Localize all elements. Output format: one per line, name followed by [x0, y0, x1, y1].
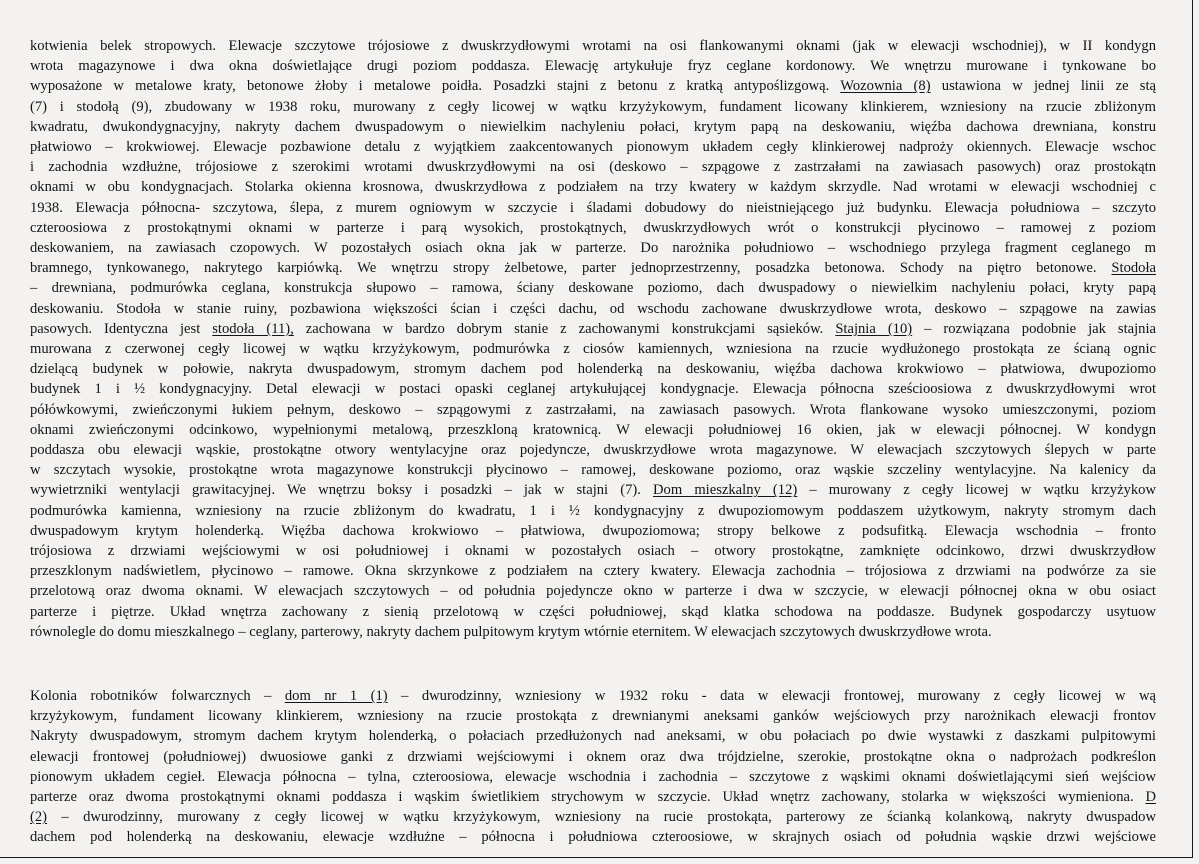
text-line: [30, 218, 1156, 238]
text-line: [30, 440, 1156, 460]
text-run: półówkowymi, zwieńczonymi łukiem pełnym, deskowo – szpągowymi z zastrzałami, na zawiasach pasowych. Wrota flankowane wysoko umieszczonymi, poziom: [30, 401, 1156, 418]
text-line: [30, 787, 1156, 807]
text-line: [30, 117, 1156, 137]
text-line: [30, 726, 1156, 746]
text-line: [30, 177, 1156, 197]
text-line: [30, 602, 1156, 622]
text-line: [30, 581, 1156, 601]
text-run: pasowych. Identyczna jest: [30, 320, 213, 337]
text-run: Kolonia robotników folwarcznych –: [30, 688, 285, 704]
text-line: [30, 379, 1156, 399]
text-line: [30, 198, 1156, 218]
text-line: [30, 807, 1156, 827]
underlined-heading: Dom mieszkalny (12): [653, 482, 798, 499]
text-run: deskowaniem, na zawiasach czopowych. W pozostałych osiach okna jak w parterze. Do narożnika południowo – wschodniego przylega fragment ceglanego m: [30, 240, 1156, 256]
text-line: [30, 686, 1156, 706]
text-line: [30, 238, 1156, 258]
underlined-heading: Stajnia (10): [835, 320, 913, 337]
text-line: [30, 622, 1156, 642]
text-line: [30, 420, 1156, 440]
text-run: – dwurodzinny, murowany z cegły licowej w wątku krzyżykowym, wzniesiony na rucie prostokąta, parterowy ze ścianką kolankową, nakryty dwuspadow: [47, 809, 1156, 826]
underlined-heading: (2): [30, 809, 48, 826]
text-line: [30, 400, 1156, 420]
text-line: [30, 137, 1156, 157]
text-run: murowana z czerwonej cegły licowej w wątku krzyżykowym, podmurówka z ciosów kamiennych, wzniesiona na rzucie wydłużonego prostokąta ze ścianą ognic: [30, 341, 1156, 357]
underlined-heading: Wozownia (8): [840, 78, 931, 95]
text-run: oknami zwieńczonymi odcinkowo, wypełnionymi metalową, przeszkloną kratownicą. W elewacji południowej 16 okien, jak w elewacji północnej. W kondygn: [30, 421, 1156, 438]
text-run: przelotową oraz dwoma oknami. W elewacjach szczytowych – od południa pojedyncze okno w parterze i dwa w szczycie, w elewacji północnej okna w obu osiact: [30, 583, 1156, 600]
text-run: 1938. Elewacja północna- szczytowa, ślepa, z murem ogniowym w szczycie i śladami dobudowy do nieistniejącego już budynku. Elewacja południowa – szczyto: [30, 199, 1156, 216]
underlined-heading: stodoła (11),: [212, 320, 294, 337]
scan-edge-bottom: [0, 857, 1193, 858]
underlined-heading: D: [1145, 789, 1156, 805]
text-line: [30, 827, 1156, 847]
text-run: – rozwiązana podobnie jak stajnia: [912, 320, 1156, 337]
text-run: – dwurodzinny, wzniesiony w 1932 roku - data w elewacji frontowej, murowany z cegły licowej w wą: [387, 688, 1156, 704]
text-line: [30, 359, 1156, 379]
text-line: [30, 76, 1156, 96]
underlined-heading: Stodoła: [1111, 260, 1156, 277]
text-run: dwuspadowym krytym holenderką. Więźba dachowa krokwiowo – płatwiowa, dwupoziomowa; stropy belkowe z podsufitką. Elewacja wschodnia – fronto: [30, 522, 1156, 539]
text-line: [30, 480, 1156, 500]
text-run: wyposażone w metalowe kraty, betonowe żłoby i metalowe poidła. Posadzki stajni z betonu z kratką antypoślizgową.: [30, 78, 841, 95]
text-line: [30, 561, 1156, 581]
text-run: poddasza obu elewacji wąskie, prostokątne otwory wentylacyjne oraz pojedyncze, dwuskrzydłowe wrota magazynowe. W elewacjach szczytowych ślepych w parte: [30, 442, 1156, 458]
text-run: budynek 1 i ½ kondygnacyjny. Detal elewacji w postaci opaski ceglanej artykułującej kondygnacje. Elewacja północna sześcioosiowa z dwuskrzydłowymi wrot: [30, 381, 1156, 398]
text-run: – drewniana, podmurówka ceglana, konstrukcja słupowo – ramowa, ściany deskowane poziomo, dach dwuspadowy o niewielkim nachyleniu połaci, kryty papą: [30, 280, 1156, 297]
text-line: [30, 157, 1156, 177]
text-run: w szczytach wysokie, prostokątne wrota magazynowe konstrukcji płycinowo – ramowej, deskowane poziomo, oraz wąskie szczeliny wentylacyjne. Na kalenicy da: [30, 462, 1156, 479]
text-run: (7) i stodołą (9), zbudowany w 1938 roku, murowany z cegły licowej w wątku krzyżykowym, fundament licowany klinkierem, wzniesiony na rzucie zbliżonym: [30, 98, 1156, 115]
text-line: [30, 319, 1156, 339]
text-run: kotwienia belek stropowych. Elewacje szczytowe trójosiowe z dwuskrzydłowymi wrotami na osi flankowanymi oknami (jak w elewacji wschodniej), w II kondygn: [30, 38, 1156, 54]
text-run: krzyżykowym, fundament licowany klinkierem, wzniesiony na rzucie prostokąta z drewnianymi aneksami ganków wejściowych przy narożnikach elewacji frontov: [30, 708, 1156, 725]
text-run: parterze i piętrze. Układ wnętrza zachowany z sienią przelotową w części południowej, skąd klatka schodowa na poddasze. Budynek gospodarczy usytuow: [30, 603, 1156, 620]
text-run: równolegle do domu mieszkalnego – ceglany, parterowy, nakryty dachem pulpitowym krytym wtórnie eternitem. W elewacjach szczytowych dwuskrzydłowe wrota.: [30, 623, 992, 640]
text-line: [30, 501, 1156, 521]
text-line: [30, 258, 1156, 278]
text-run: deskowaniu. Stodoła w stanie ruiny, pozbawiona większości ścian i części dachu, od wschodu zachowane dwuskrzydłowe wrota, deskowo – szpągowe na zawias: [30, 300, 1156, 317]
text-run: przeszklonym nadświetlem, płycinowo – ramowe. Okna skrzynkowe z podziałem na cztery kwatery. Elewacja zachodnia – trójosiowa z drzwiami na podwórze za sie: [30, 563, 1156, 580]
text-line: [30, 706, 1156, 726]
text-run: – murowany z cegły licowej w wątku krzyżykow: [797, 482, 1156, 499]
text-run: parterze oraz dwoma prostokątnymi oknami poddasza i wąskim świetlikiem strychowym w szczycie. Układ wnętrz zachowany, stolarka w większości wymieniona.: [30, 789, 1146, 805]
text-run: i zachodnia wzdłużne, trójosiowe z szerokimi wrotami dwuskrzydłowymi na osi (deskowo – szpągowe z zastrzałami na zawiasach pasowych) oraz prostokątn: [30, 159, 1156, 176]
text-line: [30, 299, 1156, 319]
text-line: [30, 339, 1156, 359]
text-line: [30, 56, 1156, 76]
text-run: dachem pod holenderką na deskowaniu, elewacje wzdłużne – północna i południowa czteroosiowe, w skrajnych osiach od południa wąskie drzwi wejściowe: [30, 829, 1156, 846]
text-run: bramnego, tynkowanego, nakrytego karpiówką. We wnętrzu stropy żelbetowe, parter jednoprzestrzenny, posadzka betonowa. Schody na piętro betonowe.: [30, 260, 1112, 277]
text-run: Nakryty dwuspadowym, stromym dachem krytym holenderką, o połaciach przedłużonych nad aneksami, w obu połaciach po dwie wystawki z daszkami pulpitowymi: [30, 728, 1156, 745]
text-run: pionowym układem cegieł. Elewacja północna – tylna, czteroosiowa, elewacje wschodnia i zachodnia – szczytowe z wąskimi oknami doświetlającymi sień wejściow: [30, 768, 1156, 785]
text-run: wywietrzniki wentylacji grawitacyjnej. We wnętrzu boksy i posadzki – jak w stajni (7).: [30, 482, 654, 499]
text-line: [30, 97, 1156, 117]
text-line: [30, 36, 1156, 56]
text-line: [30, 767, 1156, 787]
text-run: zachowana w bardzo dobrym stanie z zachowanymi konstrukcjami sąsieków.: [293, 320, 836, 337]
text-run: płatwiowo – krokwiowej. Elewacje pozbawione detalu z wyjątkiem zaakcentowanych pionowym układem cegły klinkierowej nadproży okiennych. Elewacje wschoc: [30, 139, 1156, 155]
text-line: [30, 541, 1156, 561]
text-run: podmurówka kamienna, wzniesiony na rzucie zbliżonym do kwadratu, 1 i ½ kondygnacyjny z dwupoziomowym poddaszem użytkowym, nakryty stromym dach: [30, 502, 1156, 519]
text-run: elewacji frontowej (południowej) dwuosiowe ganki z drzwiami wejściowymi i oknem oraz dwa trójdzielne, szerokie, prostokątne okna o nadprożach podkreślon: [30, 748, 1156, 765]
text-run: ustawiona w jednej linii ze stą: [930, 78, 1156, 95]
text-line: [30, 460, 1156, 480]
text-line: [30, 521, 1156, 541]
text-run: dzielącą budynek w połowie, nakryta dwuspadowym, stromym dachem pod holenderką na deskowaniu, więźba dachowa krokwiowo – płatwiowa, dwupoziomo: [30, 361, 1156, 378]
text-line: [30, 747, 1156, 767]
text-run: wrota magazynowe i dwa okna doświetlające drugi poziom poddasza. Elewację artykułuje fryz ceglane kordonowy. We wnętrzu murowane i tynkowane bo: [30, 58, 1156, 75]
text-run: kwadratu, dwukondygnacyjny, nakryty dachem dwuspadowym o niewielkim nachyleniu połaci, krytym papą na deskowaniu, więźba dachowa drewniana, konstru: [30, 118, 1156, 135]
text-run: trójosiowa z drzwiami wejściowymi w osi południowej i oknami w pozostałych osiach – otwory prostokątne, zamknięte odcinkowo, drzwi dwuskrzydłow: [30, 543, 1156, 559]
scan-edge-right: [1192, 0, 1193, 858]
text-line: [30, 278, 1156, 298]
text-run: oknami w obu kondygnacjach. Stolarka okienna krosnowa, dwuskrzydłowa z podziałem na trzy kwatery w każdym skrzydle. Nad wrotami w elewacji wschodniej c: [30, 179, 1156, 196]
text-run: czteroosiowa z prostokątnymi oknami w parterze i parą wysokich, prostokątnych, dwuskrzydłowych wrót o konstrukcji płycinowo – ramowej z poziom: [30, 219, 1156, 236]
underlined-heading: dom nr 1 (1): [284, 688, 388, 704]
